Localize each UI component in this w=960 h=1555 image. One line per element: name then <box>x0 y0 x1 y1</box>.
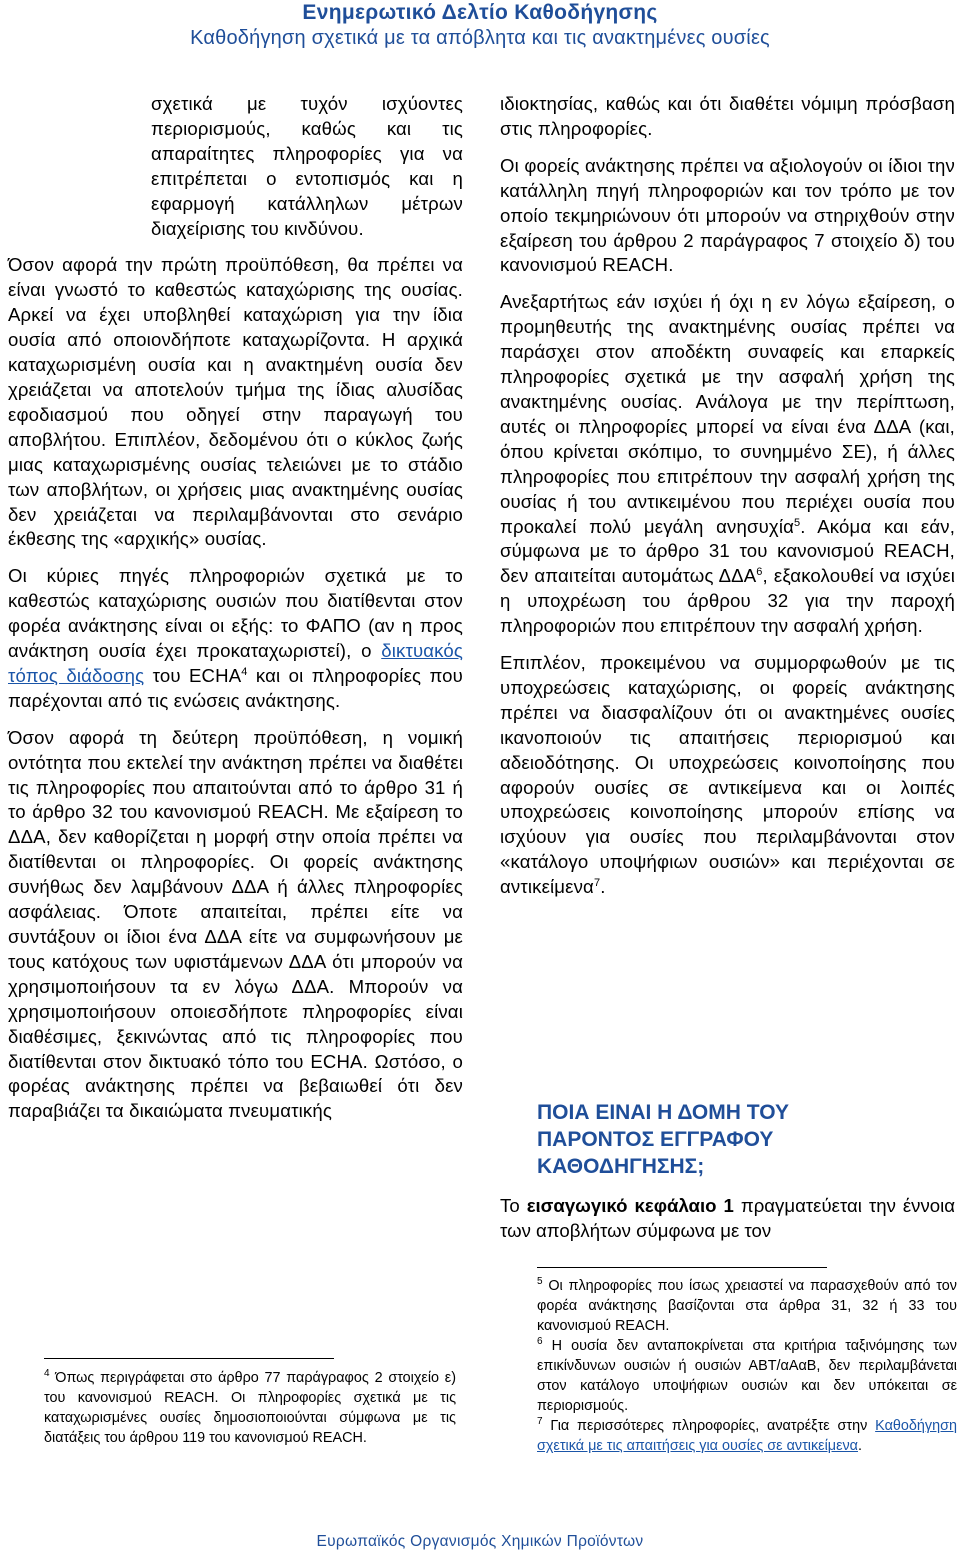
footnote-separator <box>44 1358 334 1359</box>
right-column <box>500 92 955 912</box>
footnote-ref: 4 <box>241 665 248 678</box>
paragraph: σχετικά με τυχόν ισχύοντες περιορισμούς, καθώς και τις απαραίτητες πληροφορίες για να επιτρέπεται ο εντοπισμός και η εφαρμογή κατάλληλων μέτρων διαχείρισης του κινδύνου. <box>151 93 463 239</box>
bulletin-subtitle: Καθοδήγηση σχετικά με τα απόβλητα και τις ανακτημένες ουσίες <box>190 27 770 49</box>
footnote-number: 6 <box>537 1336 543 1347</box>
footnote-number: 5 <box>537 1276 543 1287</box>
section-heading: ΠΟΙΑ ΕΙΝΑΙ Η ΔΟΜΗ ΤΟΥ ΠΑΡΟΝΤΟΣ ΕΓΓΡΑΦΟΥ ΚΑΘΟΔΗΓΗΣΗΣ; <box>537 1101 789 1178</box>
paragraph: ιδιοκτησίας, καθώς και ότι διαθέτει νόμιμη πρόσβαση στις πληροφορίες. <box>500 93 955 139</box>
text-span: Επιπλέον, προκειμένου να συμμορφωθούν με τις υποχρεώσεις καταχώρισης, οι φορείς ανάκτησης πρέπει να διασφαλίζουν ότι οι ανακτημένες ουσίες ικανοποιούν τις απαιτήσεις περιορισμού και αδειοδότησης. Οι υποχρεώσεις κοινοποίησης που αφορούν ουσίες σε αντικείμενα και οι λοιπές υποχρεώσεις κοινοποίησης μπορούν επίσης να ισχύουν για ουσίες που περιλαμβάνονται στον «κατάλογο υποψήφιων ουσιών» και περιέχονται σε αντικείμενα <box>500 652 955 898</box>
footnote-text: Όπως περιγράφεται στο άρθρο 77 παράγραφος 2 στοιχείο ε) του κανονισμού REACH. Οι πληροφορίες σχετικά με τις καταχωρισμένες ουσίες δημοσιοποιούνται σύμφωνα με τις διατάξεις του άρθρου 119 του κανονισμού REACH. <box>44 1370 456 1446</box>
dissemination-website-link[interactable]: δικτυακός τόπος διάδοσης <box>8 640 463 686</box>
section-body <box>500 1193 955 1243</box>
text-span: του ECHA <box>144 664 242 686</box>
footnote <box>537 1336 957 1416</box>
footnotes-left <box>44 1368 456 1448</box>
paragraph: Οι φορείς ανάκτησης πρέπει να αξιολογούν οι ίδιοι την κατάλληλη πηγή πληροφοριών και τον τρόπο με τον οποίο τεκμηριώνουν ότι μπορούν να στηριχθούν στην εξαίρεση του άρθρου 2 παράγραφος 7 στοιχείο δ) του κανονισμού REACH. <box>500 154 955 276</box>
footnote-text: Για περισσότερες πληροφορίες, ανατρέξτε στην <box>542 1418 876 1434</box>
text-span: , εξακολουθεί να ισχύει η υποχρέωση του άρθρου 32 για την παροχή πληροφοριών που επιτρέπουν την ασφαλή χρήση. <box>500 565 955 637</box>
text-span: . Ακόμα και εάν, σύμφωνα με το άρθρο 31 του κανονισμού REACH, δεν απαιτείται αυτομάτως ΔΔΑ <box>500 515 956 587</box>
footnote-number: 4 <box>44 1368 50 1379</box>
paragraph <box>500 651 955 900</box>
paragraph: Όσον αφορά τη δεύτερη προϋπόθεση, η νομική οντότητα που εκτελεί την ανάκτηση πρέπει να διαθέτει τις πληροφορίες που απαιτούνται από το άρθρο 31 ή το άρθρο 32 του κανονισμού REACH. Με εξαίρεση το ΔΔΑ, δεν καθορίζεται η μορφή στην οποία πρέπει να διατίθενται οι πληροφορίες. Οι φορείς ανάκτησης συνήθως δεν λαμβάνουν ΔΔΑ ή άλλες πληροφορίες ασφάλειας. Όποτε απαιτείται, πρέπει είτε να συντάξουν οι ίδιοι ένα ΔΔΑ είτε να συμφωνήσουν με τους κατόχους των υφιστάμενων ΔΔΑ ότι μπορούν να χρησιμοποιήσουν τα εν λόγω ΔΔΑ. Μπορούν να χρησιμοποιήσουν οποιεσδήποτε πληροφορίες είναι διαθέσιμες, ξεκινώντας από τις πληροφορίες που διατίθενται στον δικτυακό τόπο του ECHA. Ωστόσο, ο φορέας ανάκτησης πρέπει να βεβαιωθεί ότι δεν παραβιάζει τα δικαιώματα πνευματικής <box>8 726 463 1122</box>
text-span: Το <box>500 1195 527 1216</box>
paragraph <box>500 290 955 639</box>
footnote-text: Η ουσία δεν ανταποκρίνεται στα κριτήρια ταξινόμησης των επικίνδυνων ουσιών ή ουσιών ΑΒΤ/αΑαΒ, δεν περιλαμβάνεται στον κατάλογο υποψήφιων ουσιών και δεν υπόκειται σε περιορισμούς. <box>537 1338 957 1414</box>
footnote-ref: 7 <box>593 877 601 890</box>
guidance-articles-link[interactable]: Καθοδήγηση σχετικά με τις απαιτήσεις για ουσίες σε αντικείμενα <box>537 1418 957 1454</box>
page-footer: Ευρωπαϊκός Οργανισμός Χημικών Προϊόντων <box>316 1533 644 1550</box>
footnotes-right <box>537 1276 957 1456</box>
footnote <box>537 1416 957 1456</box>
paragraph: Όσον αφορά την πρώτη προϋπόθεση, θα πρέπει να είναι γνωστό το καθεστώς καταχώρισης της ουσίας. Αρκεί να έχει υποβληθεί καταχώριση για την ίδια ουσία από οποιονδήποτε καταχωρίζοντα. Η αρχικά καταχωρισμένη ουσία και η ανακτημένη ουσία δεν χρειάζεται να αποτελούν τμήμα της ίδιας αλυσίδας εφοδιασμού που οδηγεί στην παραγωγή του αποβλήτου. Επιπλέον, δεδομένου ότι ο κύκλος ζωής μιας καταχωρισμένης ουσίας τελειώνει με το στάδιο των αποβλήτων, οι χρήσεις μιας ανακτημένης ουσίας δεν χρειάζεται να περιλαμβάνονται στο σενάριο έκθεσης της «αρχικής» ουσίας. <box>8 254 463 550</box>
footnote-ref: 6 <box>756 566 763 579</box>
footnote-text: Οι πληροφορίες που ίσως χρειαστεί να παρασχεθούν από τον φορέα ανάκτησης βασίζονται στα άρθρα 31, 32 ή 33 του κανονισμού REACH. <box>537 1278 957 1334</box>
left-column <box>8 92 463 1136</box>
footnote <box>537 1276 957 1336</box>
footnote-number: 7 <box>537 1416 543 1427</box>
text-span: . <box>600 876 606 898</box>
bold-text: εισαγωγικό κεφάλαιο 1 <box>526 1195 734 1216</box>
bulletin-title: Ενημερωτικό Δελτίο Καθοδήγησης <box>302 1 658 24</box>
text-span: Ανεξαρτήτως εάν ισχύει ή όχι η εν λόγω εξαίρεση, ο προμηθευτής της ανακτημένης ουσίας πρέπει να παράσχει στον αποδέκτη συναφείς και επαρκείς πληροφορίες σχετικά με την ασφαλή χρήση της ανακτημένης ουσίας. Ανάλογα με την περίπτωση, αυτές οι πληροφορίες μπορεί να είναι ένα ΔΔΑ (και, όπου κρίνεται σκόπιμο, το συνημμένο ΣΕ), ή άλλες πληροφορίες που επιτρέπουν την ασφαλή χρήση της ουσίας ή του αντικειμένου που περιέχει ουσία που προκαλεί πολύ μεγάλη ανησυχία <box>500 291 955 537</box>
text-span: πραγματεύεται την έννοια των αποβλήτων σύμφωνα με τον <box>500 1195 955 1241</box>
paragraph <box>8 564 463 713</box>
text-span: Οι κύριες πηγές πληροφοριών σχετικά με το καθεστώς καταχώρισης ουσιών που διατίθενται στον φορέα ανάκτησης είναι οι εξής: το ΦΑΠΟ (αν η προς ανάκτηση ουσία έχει προκαταχωριστεί), ο <box>8 565 463 662</box>
footnote <box>44 1368 456 1448</box>
text-span: και οι πληροφορίες που παρέχονται από τις ενώσεις ανάκτησης. <box>8 664 463 711</box>
footnote-separator <box>537 1267 827 1268</box>
footnote-ref: 5 <box>794 516 801 529</box>
footnote-text: . <box>858 1438 862 1454</box>
